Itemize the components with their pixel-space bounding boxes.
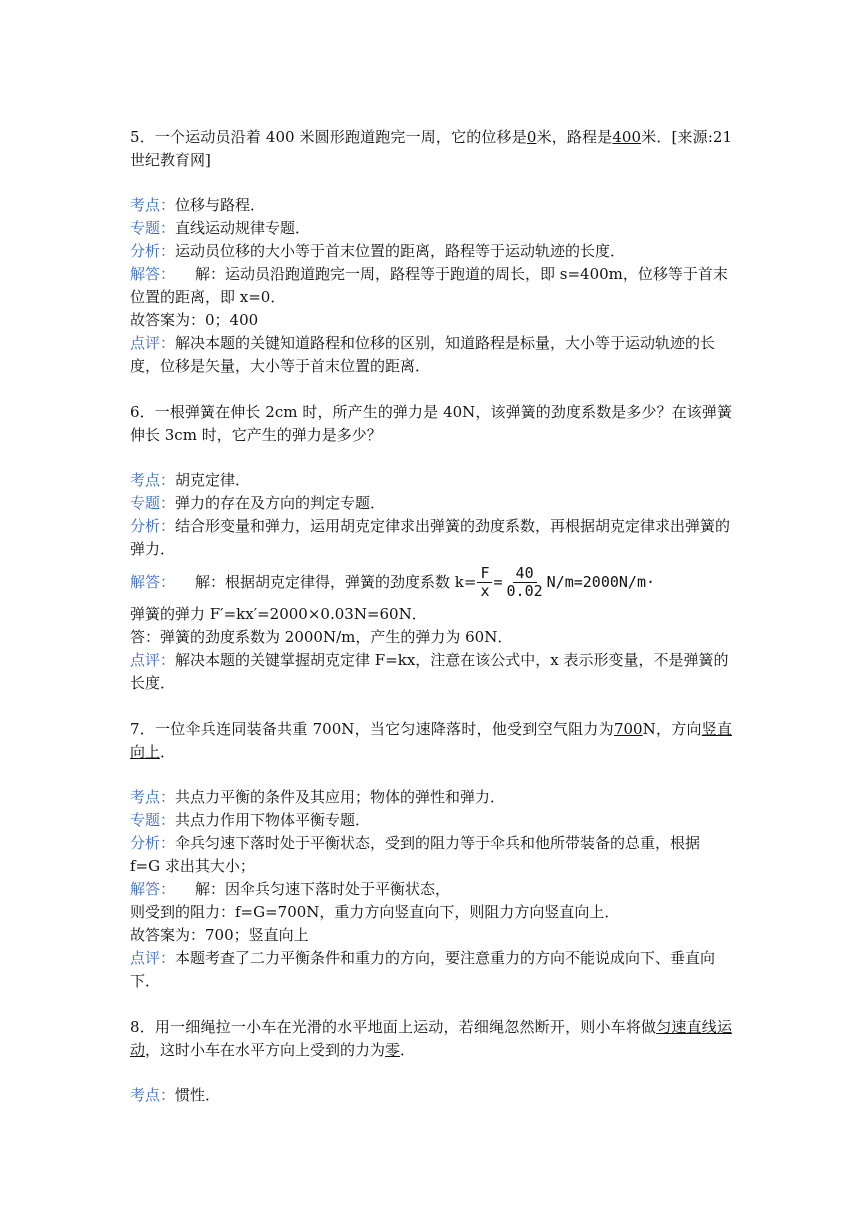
answer-line: 故答案为：0；400 [130,311,259,329]
fenxi-label: 分析： [130,517,176,535]
jieda-formula-line: 解答： 解：根据胡克定律得，弹簧的劲度系数 k= $\frac{F}{x}$ = $\frac{40}{0.02}$ N/m=2000N/m· [130,563,656,600]
answer-blank: 竖直向上 [130,720,732,761]
force-line: 弹簧的弹力 F′=kx′=2000×0.03N=60N． [130,605,427,623]
dianping-line: 点评：本题考查了二力平衡条件和重力的方向，要注意重力的方向不能说成向下、垂直向下． [130,949,716,990]
question-5: 5．一个运动员沿着 400 米圆形跑道跑完一周，它的位移是0米，路程是400米．[来源:21世纪教育网] [130,128,732,169]
kaodian-label: 考点： [130,471,176,489]
question-7: 7．一位伞兵连同装备共重 700N，当它匀速降落时，他受到空气阻力为700N，方向竖直向上． [130,720,732,761]
answer-line: 答：弹簧的劲度系数为 2000N/m，产生的弹力为 60N． [130,628,513,646]
kaodian-label: 考点： [130,196,176,214]
zhuanti-label: 专题： [130,494,176,512]
dianping-label: 点评： [130,949,176,967]
analysis-block-7 [130,786,732,993]
jieda-line: 解答： 解：运动员沿跑道跑完一周，路程等于跑道的周长，即 s=400m，位移等于首末位置的距离，即 x=0． [130,265,728,306]
question-6: 6．一根弹簧在伸长 2cm 时，所产生的弹力是 40N，该弹簧的劲度系数是多少？在该弹簧伸长 3cm 时，它产生的弹力是多少？ [130,403,732,444]
dianping-label: 点评： [130,334,176,352]
answer-blank: 0 [526,128,537,146]
resistance-line: 则受到的阻力：f=G=700N，重力方向竖直向下，则阻力方向竖直向上． [130,903,620,921]
jieda-label: 解答： [130,265,176,283]
fraction-40-over-002: $\frac{40}{0.02}$ [506,563,543,600]
analysis-block-8 [130,1084,732,1107]
zhuanti-label: 专题： [130,811,176,829]
kaodian-line: 考点：位移与路程． [130,196,266,214]
jieda-label: 解答： [130,880,176,898]
answer-blank: 400 [612,128,642,146]
fenxi-line: 分析：伞兵匀速下落时处于平衡状态，受到的阻力等于伞兵和他所带装备的总重，根据 f=G 求出其大小； [130,834,701,875]
fenxi-label: 分析： [130,834,176,852]
zhuanti-line: 专题：弹力的存在及方向的判定专题． [130,494,386,512]
kaodian-line: 考点：惯性． [130,1086,221,1104]
fenxi-line: 分析：运动员位移的大小等于首末位置的距离，路程等于运动轨迹的长度． [130,242,626,260]
fenxi-label: 分析： [130,242,176,260]
fraction-f-over-x: $\frac{F}{x}$ [477,565,492,600]
document-page [130,126,732,1130]
kaodian-line: 考点：共点力平衡的条件及其应用；物体的弹性和弹力． [130,788,506,806]
kaodian-label: 考点： [130,1086,176,1104]
dianping-line: 点评：解决本题的关键知道路程和位移的区别，知道路程是标量，大小等于运动轨迹的长度，位移是矢量，大小等于首末位置的距离． [130,334,716,375]
zhuanti-label: 专题： [130,219,176,237]
jieda-label: 解答： [130,572,176,591]
analysis-block-6 [130,469,732,695]
fenxi-line: 分析：结合形变量和弹力，运用胡克定律求出弹簧的劲度系数，再根据胡克定律求出弹簧的弹力． [130,517,731,558]
answer-blank: 零 [385,1041,401,1059]
dianping-label: 点评： [130,651,176,669]
answer-line: 故答案为：700；竖直向上 [130,926,309,944]
zhuanti-line: 专题：直线运动规律专题． [130,219,311,237]
kaodian-label: 考点： [130,788,176,806]
answer-blank: 700 [613,720,643,738]
answer-blank: 匀速直线运动 [130,1018,732,1059]
jieda-line: 解答： 解：因伞兵匀速下落时处于平衡状态， [130,880,451,898]
dianping-line: 点评：解决本题的关键掌握胡克定律 F=kx，注意在该公式中，x 表示形变量，不是弹簧的长度． [130,651,729,692]
zhuanti-line: 专题：共点力作用下物体平衡专题． [130,811,371,829]
analysis-block-5 [130,194,732,378]
kaodian-line: 考点：胡克定律． [130,471,251,489]
question-8: 8．用一细绳拉一小车在光滑的水平地面上运动，若细绳忽然断开，则小车将做匀速直线运动，这时小车在水平方向上受到的力为零． [130,1018,732,1059]
